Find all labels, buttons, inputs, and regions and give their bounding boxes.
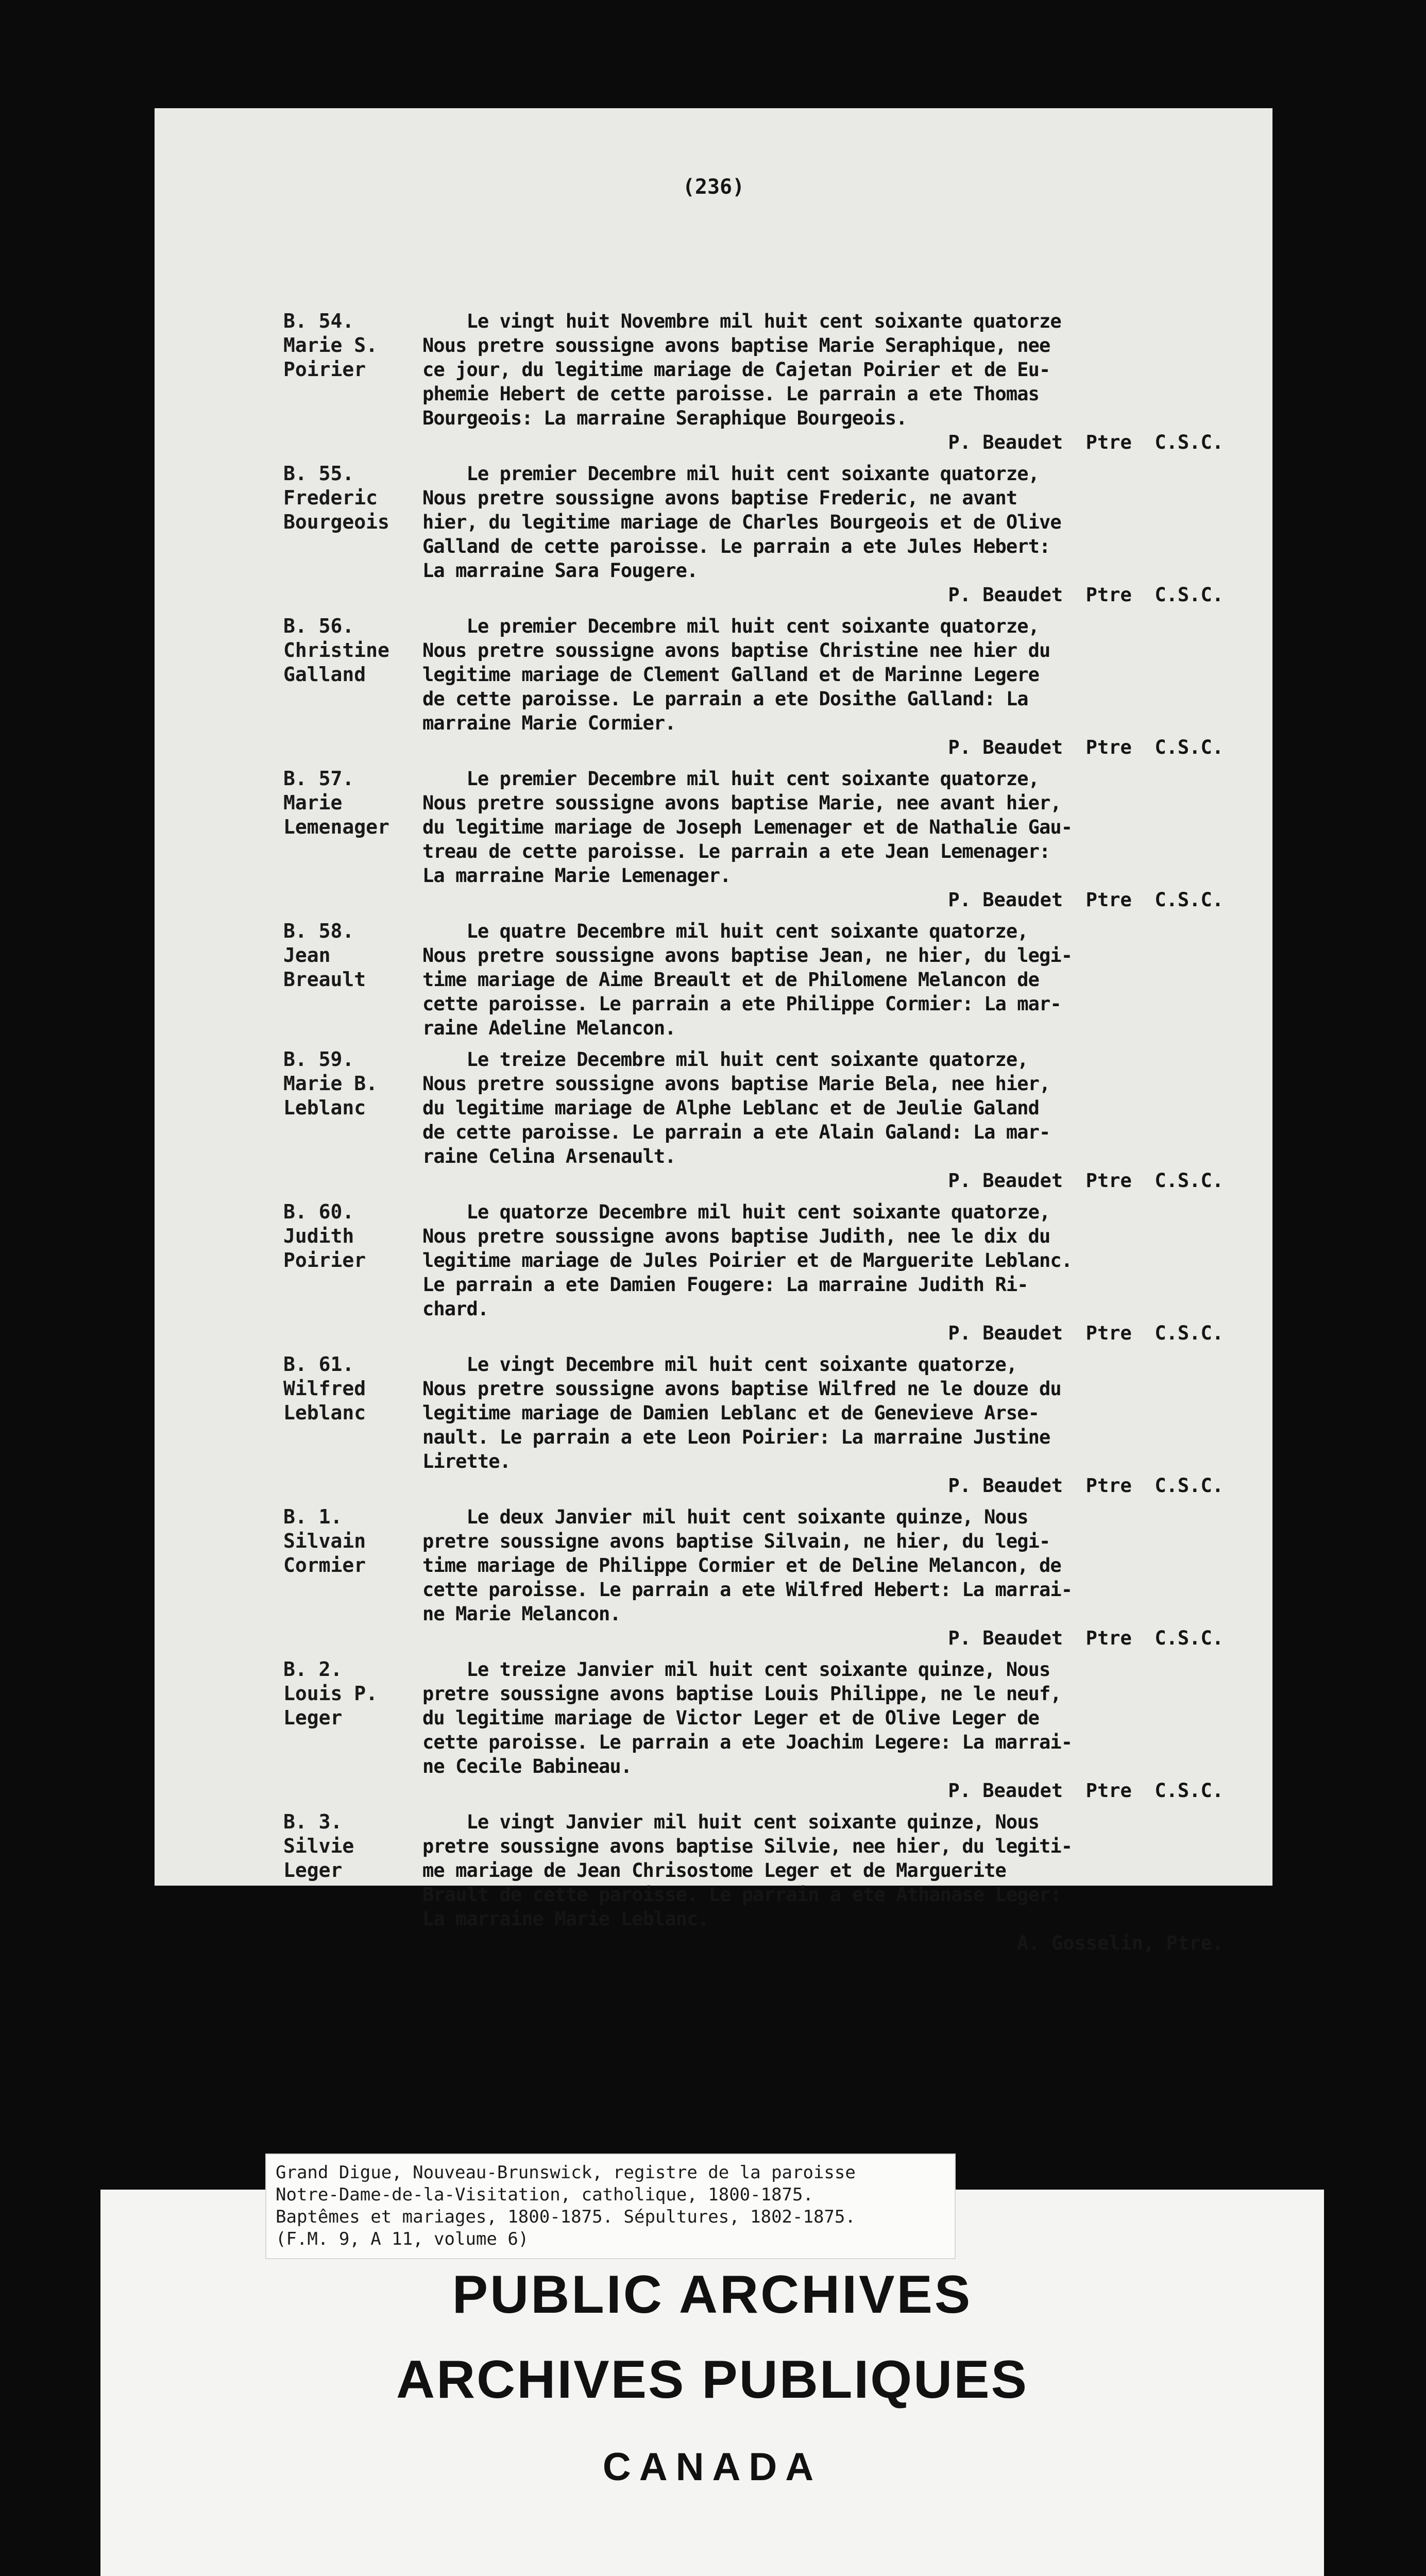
entry-margin-note — [283, 767, 422, 839]
label-line: Notre-Dame-de-la-Visitation, catholique, 1800-1875. — [276, 2184, 813, 2205]
entry-line: La marraine Marie Lemenager. — [422, 865, 731, 887]
entry-text — [422, 309, 1252, 430]
entry-line: du legitime mariage de Alphe Leblanc et de Jeulie Galand — [422, 1097, 1040, 1119]
entry-line: Le parrain a ete Damien Fougere: La marraine Judith Ri- — [422, 1274, 1028, 1296]
margin-line: Wilfred — [283, 1377, 366, 1400]
entry-line: Le deux Janvier mil huit cent soixante quinze, Nous — [422, 1506, 1028, 1528]
baptism-entry — [283, 614, 1252, 759]
entry-line: cette paroisse. Le parrain a ete Wilfred Hebert: La marrai- — [422, 1579, 1073, 1601]
entry-line: Le vingt Decembre mil huit cent soixante quatorze, — [422, 1353, 1017, 1376]
margin-line: Judith — [283, 1225, 354, 1247]
baptism-entry — [283, 1200, 1252, 1345]
priest-signature: P. Beaudet Ptre C.S.C. — [948, 584, 1224, 606]
margin-line: Marie — [283, 791, 343, 814]
priest-signature: P. Beaudet Ptre C.S.C. — [948, 1170, 1224, 1192]
entry-line: treau de cette paroisse. Le parrain a ete Jean Lemenager: — [422, 840, 1050, 862]
entry-text — [422, 1200, 1252, 1321]
margin-line: Louis P. — [283, 1682, 378, 1705]
entry-line: pretre soussigne avons baptise Silvain, ne hier, du legi- — [422, 1530, 1050, 1552]
entry-line: Le treize Decembre mil huit cent soixante quatorze, — [422, 1048, 1028, 1071]
priest-signature: P. Beaudet Ptre C.S.C. — [948, 1780, 1224, 1802]
baptism-entry — [283, 1810, 1252, 1955]
margin-line: B. 58. — [283, 920, 354, 942]
entry-text — [422, 919, 1252, 1040]
baptism-entry — [283, 462, 1252, 607]
entry-line: marraine Marie Cormier. — [422, 712, 676, 734]
priest-signature: A. Gosselin, Ptre. — [1017, 1932, 1224, 1954]
margin-line: B. 54. — [283, 310, 354, 332]
priest-signature: P. Beaudet Ptre C.S.C. — [948, 1627, 1224, 1649]
entry-text — [422, 614, 1252, 735]
margin-line: Leblanc — [283, 1096, 366, 1119]
priest-signature: P. Beaudet Ptre C.S.C. — [948, 431, 1224, 453]
margin-line: Marie B. — [283, 1072, 378, 1095]
entry-text — [422, 462, 1252, 583]
margin-line: Christine — [283, 639, 389, 662]
priest-signature: P. Beaudet Ptre C.S.C. — [948, 736, 1224, 758]
margin-line: B. 2. — [283, 1658, 343, 1681]
entry-line: Nous pretre soussigne avons baptise Jean, ne hier, du legi- — [422, 944, 1073, 967]
entry-line: legitime mariage de Damien Leblanc et de Genevieve Arse- — [422, 1402, 1040, 1424]
margin-line: Bourgeois — [283, 511, 389, 533]
entry-text — [422, 1505, 1252, 1626]
entry-line: Le vingt Janvier mil huit cent soixante quinze, Nous — [422, 1811, 1040, 1833]
entry-line: Nous pretre soussigne avons baptise Marie Seraphique, nee — [422, 334, 1050, 357]
entry-line: Nous pretre soussigne avons baptise Marie Bela, nee hier, — [422, 1073, 1050, 1095]
entry-line: me mariage de Jean Chrisostome Leger et de Marguerite — [422, 1859, 1006, 1882]
entry-text — [422, 1657, 1252, 1778]
entry-line: hier, du legitime mariage de Charles Bourgeois et de Olive — [422, 511, 1061, 533]
entry-line: de cette paroisse. Le parrain a ete Dosithe Galland: La — [422, 688, 1028, 710]
archives-title-french: ARCHIVES PUBLIQUES — [396, 2350, 1029, 2410]
entry-line: Le treize Janvier mil huit cent soixante quinze, Nous — [422, 1658, 1050, 1681]
archives-country: CANADA — [602, 2445, 822, 2489]
margin-line: Leger — [283, 1706, 343, 1729]
margin-line: Lemenager — [283, 816, 389, 838]
margin-line: Marie S. — [283, 334, 378, 357]
margin-line: Poirier — [283, 1249, 366, 1272]
label-line: (F.M. 9, A 11, volume 6) — [276, 2229, 529, 2249]
entry-margin-note — [283, 1047, 422, 1120]
entry-line: cette paroisse. Le parrain a ete Philippe Cormier: La mar- — [422, 993, 1061, 1015]
entry-line: La marraine Sara Fougere. — [422, 560, 698, 582]
entry-line: chard. — [422, 1298, 489, 1320]
entry-line: Le premier Decembre mil huit cent soixante quatorze, — [422, 768, 1040, 790]
margin-line: B. 57. — [283, 767, 354, 790]
entry-line: legitime mariage de Clement Galland et de Marinne Legere — [422, 664, 1040, 686]
margin-line: B. 55. — [283, 462, 354, 485]
entry-margin-note — [283, 1505, 422, 1578]
margin-line: Leger — [283, 1859, 343, 1882]
archives-title-english: PUBLIC ARCHIVES — [452, 2265, 973, 2325]
entry-margin-note — [283, 462, 422, 534]
entry-line: cette paroisse. Le parrain a ete Joachim Legere: La marrai- — [422, 1731, 1073, 1753]
entry-margin-note — [283, 1200, 422, 1273]
entry-line: phemie Hebert de cette paroisse. Le parrain a ete Thomas — [422, 383, 1040, 405]
priest-signature: P. Beaudet Ptre C.S.C. — [948, 1322, 1224, 1344]
entry-margin-note — [283, 614, 422, 687]
baptism-entry — [283, 767, 1252, 912]
margin-line: B. 3. — [283, 1810, 343, 1833]
entry-text — [422, 767, 1252, 888]
label-line: Baptêmes et mariages, 1800-1875. Sépultures, 1802-1875. — [276, 2207, 856, 2227]
entry-line: Le premier Decembre mil huit cent soixante quatorze, — [422, 463, 1040, 485]
baptism-entry — [283, 1352, 1252, 1498]
entry-line: ne Cecile Babineau. — [422, 1755, 632, 1777]
margin-line: Breault — [283, 968, 366, 991]
baptism-entry — [283, 1505, 1252, 1650]
entry-line: pretre soussigne avons baptise Silvie, nee hier, du legiti- — [422, 1835, 1073, 1857]
entry-line: Nous pretre soussigne avons baptise Wilfred ne le douze du — [422, 1378, 1061, 1400]
register-page — [155, 108, 1272, 1954]
margin-line: Galland — [283, 663, 366, 686]
entry-line: Le quatorze Decembre mil huit cent soixante quatorze, — [422, 1201, 1050, 1223]
baptism-entries — [283, 309, 1252, 1962]
margin-line: B. 59. — [283, 1048, 354, 1071]
margin-line: Silvain — [283, 1530, 366, 1552]
entry-line: Lirette. — [422, 1450, 511, 1472]
entry-line: legitime mariage de Jules Poirier et de Marguerite Leblanc. — [422, 1249, 1073, 1272]
entry-line: du legitime mariage de Victor Leger et de Olive Leger de — [422, 1707, 1040, 1729]
baptism-entry — [283, 1657, 1252, 1803]
margin-line: Cormier — [283, 1554, 366, 1577]
entry-line: Nous pretre soussigne avons baptise Judith, nee le dix du — [422, 1225, 1050, 1247]
entry-line: pretre soussigne avons baptise Louis Philippe, ne le neuf, — [422, 1683, 1061, 1705]
entry-margin-note — [283, 1657, 422, 1730]
margin-line: Silvie — [283, 1835, 354, 1857]
entry-line: ne Marie Melancon. — [422, 1603, 621, 1625]
entry-line: La marraine Marie Leblanc. — [422, 1908, 709, 1930]
baptism-entry — [283, 309, 1252, 454]
entry-margin-note — [283, 1352, 422, 1425]
margin-line: Frederic — [283, 486, 378, 509]
margin-line: Poirier — [283, 358, 366, 381]
entry-line: raine Adeline Melancon. — [422, 1017, 676, 1039]
entry-line: Le quatre Decembre mil huit cent soixante quatorze, — [422, 920, 1028, 942]
entry-text — [422, 1352, 1252, 1473]
entry-line: de cette paroisse. Le parrain a ete Alain Galand: La mar- — [422, 1121, 1050, 1143]
margin-line: B. 1. — [283, 1505, 343, 1528]
entry-line: Nous pretre soussigne avons baptise Marie, nee avant hier, — [422, 792, 1061, 814]
entry-text — [422, 1047, 1252, 1168]
entry-line: Nous pretre soussigne avons baptise Christine nee hier du — [422, 639, 1050, 662]
entry-line: time mariage de Aime Breault et de Philomene Melancon de — [422, 969, 1040, 991]
entry-line: time mariage de Philippe Cormier et de Deline Melancon, de — [422, 1554, 1061, 1577]
entry-line: Le vingt huit Novembre mil huit cent soixante quatorze — [422, 310, 1061, 332]
margin-line: B. 61. — [283, 1353, 354, 1376]
entry-line: Bourgeois: La marraine Seraphique Bourgeois. — [422, 407, 907, 429]
entry-line: raine Celina Arsenault. — [422, 1145, 676, 1167]
margin-line: B. 60. — [283, 1200, 354, 1223]
baptism-entry — [283, 1047, 1252, 1193]
entry-line: Nous pretre soussigne avons baptise Frederic, ne avant — [422, 487, 1017, 509]
entry-margin-note — [283, 919, 422, 992]
margin-line: B. 56. — [283, 615, 354, 637]
margin-line: Jean — [283, 944, 331, 967]
entry-margin-note — [283, 1810, 422, 1883]
entry-line: Brault de cette paroisse. Le parrain a ete Athanase Leger: — [422, 1884, 1061, 1906]
entry-line: ce jour, du legitime mariage de Cajetan Poirier et de Eu- — [422, 359, 1050, 381]
page-number: (236) — [682, 175, 745, 199]
label-line: Grand Digue, Nouveau-Brunswick, registre de la paroisse — [276, 2162, 856, 2183]
entry-line: Galland de cette paroisse. Le parrain a ete Jules Hebert: — [422, 535, 1050, 557]
priest-signature: P. Beaudet Ptre C.S.C. — [948, 1475, 1224, 1497]
catalogue-label — [265, 2154, 956, 2259]
baptism-entry — [283, 919, 1252, 1040]
priest-signature: P. Beaudet Ptre C.S.C. — [948, 889, 1224, 911]
entry-margin-note — [283, 309, 422, 382]
margin-line: Leblanc — [283, 1401, 366, 1424]
entry-line: Le premier Decembre mil huit cent soixante quatorze, — [422, 615, 1040, 637]
entry-line: du legitime mariage de Joseph Lemenager et de Nathalie Gau- — [422, 816, 1073, 838]
entry-line: nault. Le parrain a ete Leon Poirier: La marraine Justine — [422, 1426, 1050, 1448]
entry-text — [422, 1810, 1252, 1931]
